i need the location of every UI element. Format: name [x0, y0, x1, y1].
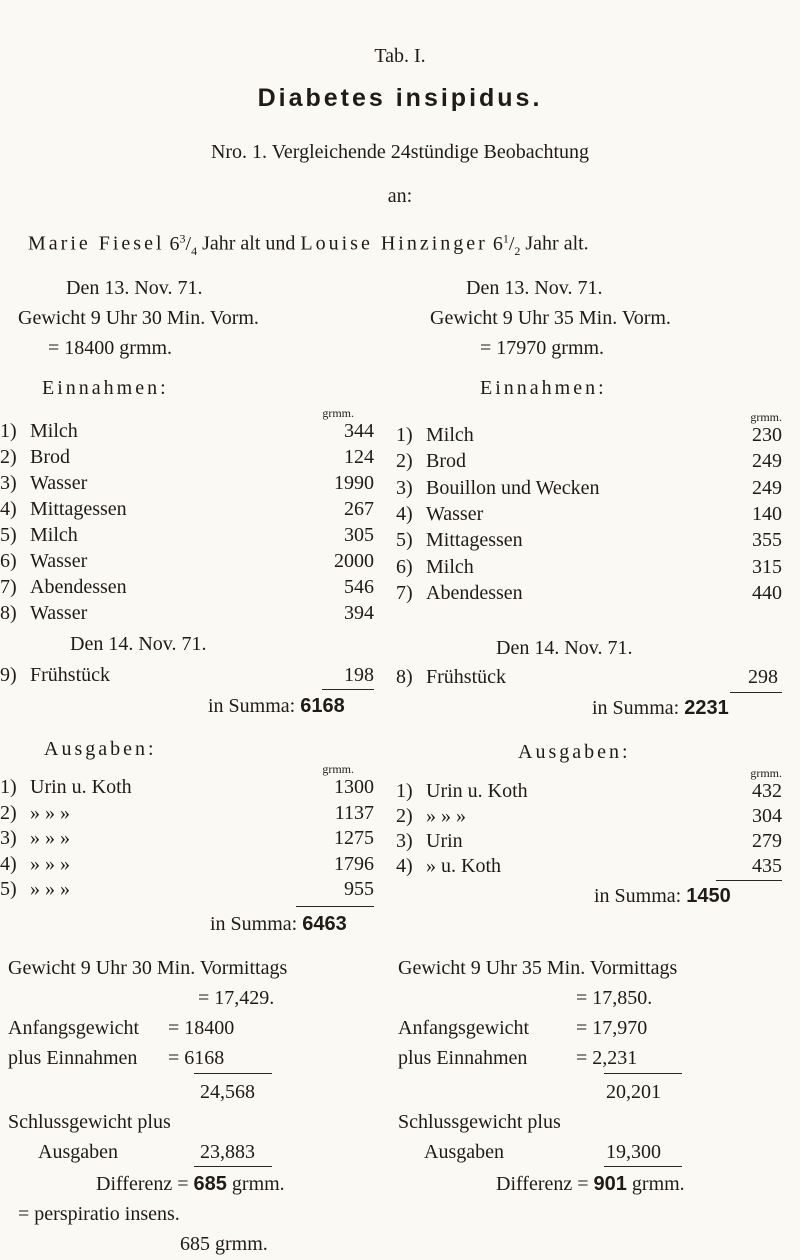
- right-schluss-line-1: Schlussgewicht plus: [398, 1111, 561, 1133]
- left-intake-row: [0, 602, 420, 626]
- left-output-row-value: 1137: [334, 801, 374, 824]
- left-output-row-number: 1): [0, 776, 17, 798]
- right-output-row-name: Urin: [426, 830, 463, 852]
- right-breakfast-row: 8) Frühstück 298: [396, 666, 778, 688]
- left-intake-row-name: Brod: [30, 446, 70, 468]
- right-intake-row-number: 2): [396, 450, 413, 473]
- left-anfang-label: Anfangsgewicht: [8, 1017, 140, 1039]
- left-intake-row-name: Abendessen: [30, 576, 127, 598]
- right-output-row: [396, 830, 800, 854]
- left-calc-rule-2: [194, 1166, 272, 1167]
- right-intake-row-name: Milch: [426, 424, 474, 446]
- right-date-1: Den 13. Nov. 71.: [466, 277, 603, 299]
- right-weight-line: Gewicht 9 Uhr 35 Min. Vorm.: [430, 307, 671, 329]
- right-output-row: [396, 780, 800, 804]
- left-out-rule: [296, 906, 374, 907]
- subject-2-age-suffix: Jahr alt.: [525, 232, 589, 255]
- left-intake-row-value: 124: [344, 446, 374, 468]
- right-intake-row-name: Milch: [426, 555, 474, 578]
- left-out-summa: in Summa: 6463: [210, 913, 347, 935]
- right-intake-row-number: 5): [396, 529, 413, 552]
- left-sum-rule: [322, 689, 374, 690]
- right-intake-row-number: 1): [396, 424, 413, 446]
- right-intake-row-value: 315: [752, 555, 782, 578]
- left-output-row-value: 955: [344, 878, 374, 900]
- left-date-2: Den 14. Nov. 71.: [70, 633, 207, 655]
- left-intake-row: [0, 420, 420, 444]
- left-intake-row-name: Wasser: [30, 602, 88, 624]
- right-intake-row-number: 6): [396, 555, 413, 578]
- left-anfang-value: = 18400: [168, 1017, 235, 1039]
- left-output-row-number: 3): [0, 827, 17, 849]
- right-intake-row-number: 4): [396, 502, 413, 525]
- right-intake-row-name: Bouillon und Wecken: [426, 476, 600, 499]
- right-summa: in Summa: 2231: [592, 697, 729, 719]
- right-intake-row-number: 3): [396, 476, 413, 499]
- right-intake-row: [396, 529, 800, 553]
- right-output-row-number: 3): [396, 830, 413, 852]
- right-intake-unit: grmm.: [750, 410, 782, 424]
- right-weight-value: = 17970 grmm.: [480, 337, 605, 359]
- right-einnahmen-heading: Einnahmen:: [480, 377, 607, 399]
- right-intake-row: [396, 503, 800, 527]
- left-schluss-value: 23,883: [200, 1141, 255, 1163]
- left-calc-line-1: Gewicht 9 Uhr 30 Min. Vormittags: [8, 957, 288, 979]
- left-perspiratio-value: 685 grmm.: [180, 1233, 268, 1255]
- left-intake-row: [0, 446, 420, 470]
- right-intake-row-value: 249: [752, 450, 782, 473]
- left-output-row-name: » » »: [30, 878, 70, 900]
- right-output-row: [396, 805, 800, 829]
- left-weight-line: Gewicht 9 Uhr 30 Min. Vorm.: [18, 307, 259, 329]
- right-calc-rule-2: [604, 1166, 682, 1167]
- page-title: Diabetes insipidus.: [257, 84, 543, 112]
- right-intake-row-value: 230: [752, 424, 782, 446]
- left-calc-sum: 24,568: [200, 1081, 255, 1103]
- right-anfang-value: = 17,970: [576, 1017, 648, 1039]
- right-output-row-value: 435: [752, 855, 782, 877]
- left-output-row: [0, 853, 420, 877]
- right-output-row-value: 304: [752, 805, 782, 827]
- right-calc-sum: 20,201: [606, 1081, 661, 1103]
- right-calc-line-2: = 17,850.: [576, 987, 653, 1009]
- left-intake-row-value: 546: [344, 576, 374, 598]
- right-output-row-number: 4): [396, 855, 413, 877]
- left-intake-unit: grmm.: [322, 406, 354, 420]
- subject-1-age-suffix: Jahr alt und: [202, 232, 296, 255]
- left-intake-row: [0, 576, 420, 600]
- right-output-row-value: 279: [752, 830, 782, 852]
- left-date-1: Den 13. Nov. 71.: [66, 277, 203, 299]
- left-output-row-name: » » »: [30, 801, 70, 824]
- right-ausgaben-heading: Ausgaben:: [518, 741, 631, 763]
- left-calc-line-2: = 17,429.: [198, 987, 275, 1009]
- left-output-row-value: 1796: [334, 852, 374, 875]
- left-intake-row-number: 7): [0, 576, 17, 598]
- left-intake-row-number: 1): [0, 420, 17, 442]
- left-intake-row-number: 5): [0, 524, 17, 546]
- left-intake-row-name: Mittagessen: [30, 498, 127, 520]
- left-output-row-number: 2): [0, 801, 17, 824]
- right-intake-row: [396, 582, 800, 606]
- left-intake-row-value: 394: [344, 602, 374, 624]
- left-output-row-value: 1300: [334, 776, 374, 798]
- left-differenz: Differenz = 685 grmm.: [96, 1173, 285, 1195]
- left-intake-row-number: 3): [0, 472, 17, 494]
- right-intake-row: [396, 424, 800, 448]
- right-intake-row: [396, 477, 800, 501]
- left-intake-row-name: Milch: [30, 420, 78, 442]
- left-output-row: [0, 827, 420, 851]
- left-output-row: [0, 776, 420, 800]
- right-intake-row-value: 140: [752, 502, 782, 525]
- left-intake-row: [0, 472, 420, 496]
- right-output-row: [396, 855, 800, 879]
- subject-2-age: $6^1/_2$: [492, 231, 521, 258]
- right-schluss-line-2: Ausgaben: [424, 1141, 504, 1163]
- right-output-row-name: » u. Koth: [426, 855, 501, 877]
- subject-2-name: Louise Hinzinger: [300, 232, 488, 255]
- left-weight-value: = 18400 grmm.: [48, 337, 173, 359]
- left-intake-row-number: 8): [0, 602, 17, 624]
- right-intake-row-number: 7): [396, 581, 413, 604]
- left-intake-row-name: Milch: [30, 524, 78, 546]
- left-plus-value: = 6168: [168, 1047, 225, 1069]
- left-einnahmen-heading: Einnahmen:: [42, 377, 169, 399]
- left-intake-row-value: 1990: [334, 472, 374, 494]
- right-intake-row-value: 440: [752, 581, 782, 604]
- left-intake-row-value: 2000: [334, 550, 374, 572]
- right-intake-row: [396, 450, 800, 474]
- left-intake-row: [0, 550, 420, 574]
- right-plus-label: plus Einnahmen: [398, 1047, 528, 1069]
- right-differenz: Differenz = 901 grmm.: [496, 1173, 685, 1195]
- left-intake-row-name: Wasser: [30, 550, 88, 572]
- left-schluss-line-2: Ausgaben: [38, 1141, 118, 1163]
- left-intake-row: [0, 524, 420, 548]
- right-intake-row: [396, 556, 800, 580]
- right-output-row-name: Urin u. Koth: [426, 780, 528, 802]
- subject-1-name: Marie Fiesel: [28, 232, 165, 255]
- right-intake-row-value: 355: [752, 529, 782, 552]
- left-intake-row: [0, 498, 420, 522]
- subtitle: Nro. 1. Vergleichende 24stündige Beobachtung: [210, 141, 590, 163]
- left-output-row-name: » » »: [30, 827, 70, 849]
- left-output-row-name: Urin u. Koth: [30, 776, 132, 798]
- right-intake-row-name: Mittagessen: [426, 529, 523, 552]
- left-intake-row-number: 4): [0, 498, 17, 520]
- left-intake-row-number: 6): [0, 550, 17, 572]
- left-output-row: [0, 878, 420, 902]
- right-schluss-value: 19,300: [606, 1141, 661, 1163]
- left-intake-row-number: 2): [0, 446, 17, 468]
- left-output-unit: grmm.: [322, 762, 354, 776]
- right-output-row-value: 432: [752, 780, 782, 802]
- right-output-row-number: 1): [396, 780, 413, 802]
- left-intake-row-value: 305: [344, 524, 374, 546]
- left-output-row: [0, 802, 420, 826]
- left-calc-rule-1: [194, 1073, 272, 1074]
- right-calc-rule-1: [604, 1073, 682, 1074]
- left-plus-label: plus Einnahmen: [8, 1047, 138, 1069]
- subject-1-age: $6^3/_4$: [169, 231, 198, 258]
- right-plus-value: = 2,231: [576, 1047, 638, 1069]
- left-schluss-line-1: Schlussgewicht plus: [8, 1111, 171, 1133]
- left-breakfast-row: 9) Frühstück 198: [0, 664, 374, 686]
- left-output-row-name: » » »: [30, 852, 70, 875]
- right-intake-row-name: Wasser: [426, 502, 484, 525]
- right-intake-row-name: Brod: [426, 450, 466, 473]
- left-intake-row-name: Wasser: [30, 472, 88, 494]
- right-calc-line-1: Gewicht 9 Uhr 35 Min. Vormittags: [398, 957, 678, 979]
- right-output-row-number: 2): [396, 805, 413, 827]
- left-perspiratio: = perspiratio insens.: [18, 1203, 180, 1225]
- subjects-line: [28, 226, 589, 263]
- right-out-rule: [716, 880, 782, 881]
- right-output-row-name: » » »: [426, 805, 466, 827]
- subtitle-an: an:: [387, 185, 413, 207]
- left-output-row-value: 1275: [334, 827, 374, 849]
- right-intake-row-value: 249: [752, 476, 782, 499]
- left-intake-row-value: 267: [344, 498, 374, 520]
- left-output-row-number: 4): [0, 852, 17, 875]
- right-date-2: Den 14. Nov. 71.: [496, 637, 633, 659]
- left-ausgaben-heading: Ausgaben:: [44, 738, 157, 760]
- right-intake-row-name: Abendessen: [426, 581, 523, 604]
- right-out-summa: in Summa: 1450: [594, 885, 731, 907]
- left-intake-row-value: 344: [344, 420, 374, 442]
- right-output-unit: grmm.: [750, 766, 782, 780]
- right-anfang-label: Anfangsgewicht: [398, 1017, 530, 1039]
- left-output-row-number: 5): [0, 878, 17, 900]
- left-summa: in Summa: 6168: [208, 695, 345, 717]
- right-sum-rule: [730, 692, 782, 693]
- table-label: Tab. I.: [374, 45, 426, 67]
